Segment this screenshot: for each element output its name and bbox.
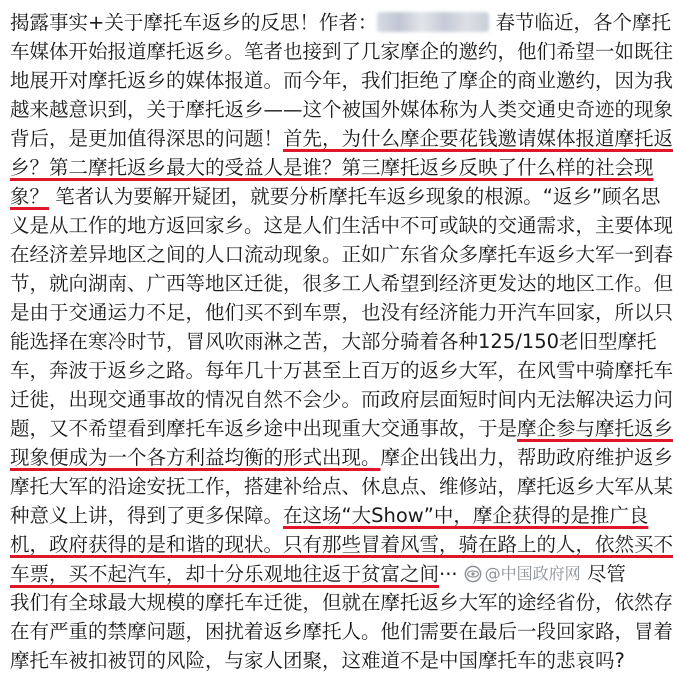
text-segment: 是由于交通运力不足，他们买不到车票，也没有经济能力开汽车回家，所以只 bbox=[10, 301, 673, 324]
text-segment: 笔者认为要解开疑团，就要分析摩托车返乡现象的根源。“返乡”顾名思 bbox=[49, 185, 661, 208]
text-line bbox=[10, 8, 672, 37]
text-line bbox=[10, 588, 673, 617]
text-line bbox=[10, 646, 625, 675]
text-line bbox=[10, 472, 673, 501]
text-line bbox=[10, 211, 673, 240]
text-segment: 揭露事实+关于摩托车返乡的反思！作者： bbox=[10, 11, 378, 34]
text-segment: 春节临近，各个摩托 bbox=[489, 11, 672, 34]
highlighted-text: 车票，买不起汽车，却十分乐观地往返于贫富之间 bbox=[10, 562, 440, 586]
text-line bbox=[10, 414, 673, 443]
text-line bbox=[10, 356, 673, 385]
text-segment: 摩企出钱出力，帮助政府维护返乡 bbox=[380, 446, 673, 469]
text-line bbox=[10, 443, 673, 472]
highlighted-text: 现象便成为一个各方利益均衡的形式出现。 bbox=[10, 446, 381, 469]
text-line bbox=[10, 269, 673, 298]
text-segment: 在有严重的禁摩问题，困扰着返乡摩托人。他们需要在最后一段回家路，冒着 bbox=[10, 620, 673, 643]
text-line bbox=[10, 95, 673, 124]
text-segment: 我们有全球最大规模的摩托车迁徙，但就在摩托返乡大军的途经省份，依然存 bbox=[10, 591, 673, 614]
text-segment: 节，就向湖南、广西等地区迁徙，很多工人希望到经济更发达的地区工作。但 bbox=[10, 272, 673, 295]
text-line bbox=[10, 385, 673, 414]
highlighted-text: 乡？第二摩托返乡最大的受益人是谁？第三摩托返乡反映了什么样的社会现 bbox=[10, 156, 654, 179]
text-segment: 越来越意识到，关于摩托返乡——这个被国外媒体称为人类交通史奇迹的现象 bbox=[10, 98, 673, 121]
text-segment: 题，又不希望看到摩托车返乡途中出现重大交通事故，于是 bbox=[10, 417, 518, 440]
text-line bbox=[10, 153, 654, 182]
highlighted-text: 机，政府获得的是和谐的现状。只有那些冒着风雪，骑在路上的人，依然买不 bbox=[10, 533, 673, 556]
text-line bbox=[10, 617, 673, 646]
text-line bbox=[10, 501, 649, 530]
text-segment: 迁徙，出现交通事故的情况自然不会少。而政府层面短时间内无法解决运力问 bbox=[10, 388, 673, 411]
text-segment: 背后，是更加值得深思的问题！ bbox=[10, 127, 284, 150]
highlighted-text: 摩企参与摩托返乡 bbox=[517, 417, 673, 440]
text-line bbox=[10, 66, 673, 95]
text-segment: 尽管 bbox=[580, 562, 626, 586]
redacted-author-name bbox=[377, 12, 489, 32]
text-segment: 摩托大军的沿途安抚工作，搭建补给点、休息点、维修站，摩托返乡大军从某 bbox=[10, 475, 673, 498]
text-line bbox=[10, 530, 673, 559]
text-line bbox=[10, 124, 673, 153]
highlighted-text: 首先，为什么摩企要花钱邀请媒体报道摩托返 bbox=[283, 127, 673, 150]
text-segment: 能选择在寒冷时节，冒风吹雨淋之苦，大部分骑着各种125/150老旧型摩托 bbox=[10, 330, 657, 353]
text-line bbox=[10, 327, 657, 356]
text-segment: 义是从工作的地方返回家乡。这是人们生活中不可或缺的交通需求，主要体现 bbox=[10, 214, 673, 237]
source-watermark bbox=[464, 559, 581, 588]
watermark-text: @中国政府网 bbox=[484, 564, 581, 583]
eye-logo-icon bbox=[464, 565, 482, 583]
highlighted-text: 在这场“大Show”中，摩企获得的是推广良 bbox=[283, 504, 649, 527]
text-segment: 车，奔波于返乡之路。每年几十万甚至上百万的返乡大军，在风雪中骑摩托车 bbox=[10, 359, 673, 382]
text-segment: 种意义上讲，得到了更多保障。 bbox=[10, 504, 284, 527]
text-segment: ··· bbox=[439, 562, 458, 586]
text-segment: 摩托车被扣被罚的风险，与家人团聚，这难道不是中国摩托车的悲哀吗? bbox=[10, 649, 625, 672]
text-line bbox=[10, 559, 626, 588]
text-line bbox=[10, 298, 673, 327]
highlighted-text: 象？ bbox=[10, 185, 50, 208]
text-segment: 地展开对摩托返乡的媒体报道。而今年，我们拒绝了摩企的商业邀约，因为我 bbox=[10, 69, 673, 92]
text-line bbox=[10, 37, 673, 66]
text-segment: 车媒体开始报道摩托返乡。笔者也接到了几家摩企的邀约，他们希望一如既往 bbox=[10, 40, 673, 63]
text-line bbox=[10, 240, 673, 269]
text-segment: 在经济差异地区之间的人口流动现象。正如广东省众多摩托车返乡大军一到春 bbox=[10, 243, 673, 266]
text-line bbox=[10, 182, 661, 211]
